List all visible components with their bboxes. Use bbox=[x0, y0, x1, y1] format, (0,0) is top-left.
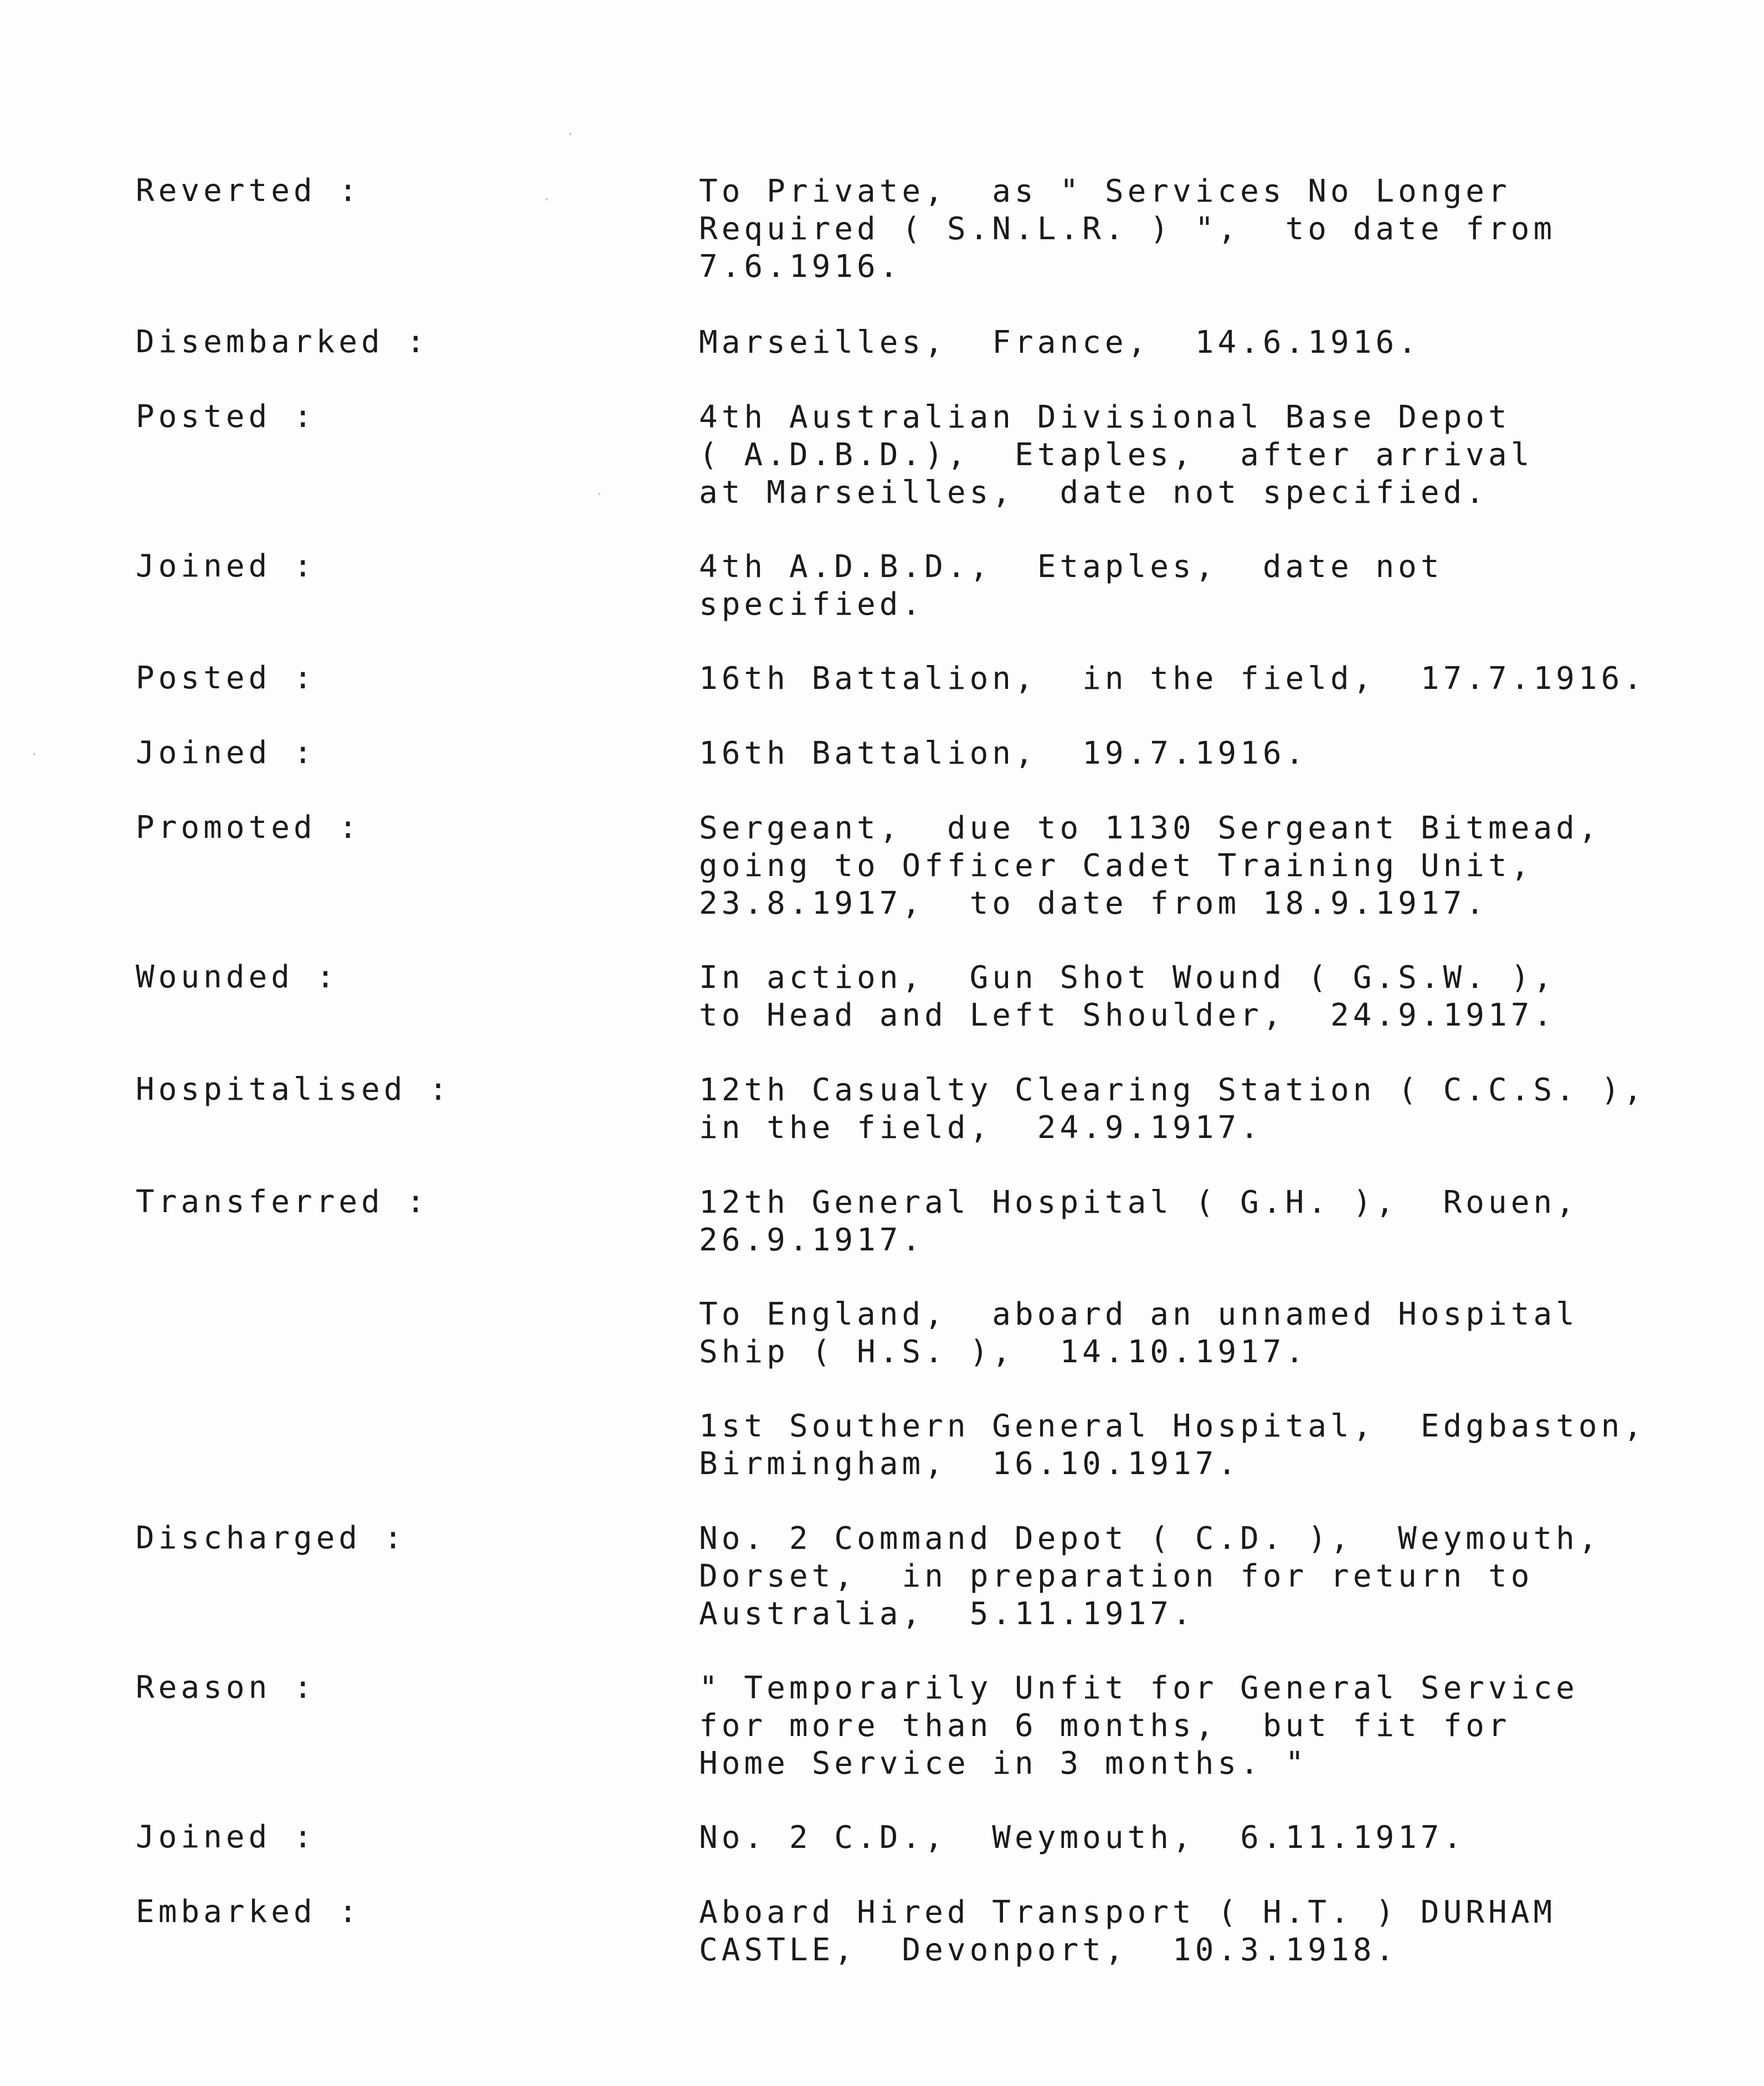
entry-value bbox=[699, 1670, 1740, 1783]
entry-line: No. 2 C.D., Weymouth, 6.11.1917. bbox=[699, 1820, 1466, 1856]
entry-line: Australia, 5.11.1917. bbox=[699, 1596, 1195, 1632]
entry-label: Transferred : bbox=[136, 1184, 429, 1220]
entry-label: Discharged : bbox=[136, 1520, 407, 1556]
entry-label: Posted : bbox=[136, 399, 316, 435]
entry-line: Dorset, in preparation for return to bbox=[699, 1558, 1534, 1594]
entry-line: Ship ( H.S. ), 14.10.1917. bbox=[699, 1334, 1308, 1370]
entry-line: Sergeant, due to 1130 Sergeant Bitmead, bbox=[699, 810, 1601, 846]
entry-value bbox=[699, 1408, 1740, 1483]
entry-value bbox=[699, 959, 1740, 1034]
entry-line: Home Service in 3 months. " bbox=[699, 1745, 1308, 1781]
entry-line: ( A.D.B.D.), Etaples, after arrival bbox=[699, 437, 1534, 473]
entry-label: Embarked : bbox=[136, 1894, 362, 1930]
entry-value bbox=[699, 810, 1740, 923]
entry-value bbox=[699, 173, 1740, 286]
entry-line: for more than 6 months, but fit for bbox=[699, 1708, 1511, 1744]
entry-line: 23.8.1917, to date from 18.9.1917. bbox=[699, 885, 1489, 921]
entry-label: Reverted : bbox=[136, 173, 362, 209]
entry-label: Joined : bbox=[136, 735, 316, 771]
scan-speck bbox=[33, 753, 35, 755]
entry-value bbox=[699, 399, 1740, 512]
entry-label: Disembarked : bbox=[136, 324, 429, 360]
entry-value bbox=[699, 1894, 1740, 1969]
entry-value bbox=[699, 1296, 1740, 1371]
entry-line: Birmingham, 16.10.1917. bbox=[699, 1446, 1241, 1482]
entry-value bbox=[699, 1184, 1740, 1259]
entry-line: Aboard Hired Transport ( H.T. ) DURHAM bbox=[699, 1894, 1556, 1930]
entry-line: in the field, 24.9.1917. bbox=[699, 1110, 1263, 1146]
entry-line: 1st Southern General Hospital, Edgbaston, bbox=[699, 1408, 1647, 1444]
entry-value bbox=[699, 1819, 1740, 1857]
entry-label: Promoted : bbox=[136, 810, 362, 846]
entry-line: In action, Gun Shot Wound ( G.S.W. ), bbox=[699, 960, 1556, 996]
entry-value bbox=[699, 324, 1740, 362]
entry-line: at Marseilles, date not specified. bbox=[699, 475, 1489, 511]
entry-line: specified. bbox=[699, 586, 925, 622]
scan-speck bbox=[546, 198, 548, 200]
entry-value bbox=[699, 1072, 1740, 1147]
entry-line: 16th Battalion, 19.7.1916. bbox=[699, 735, 1308, 771]
entry-label: Wounded : bbox=[136, 959, 339, 995]
entry-line: To Private, as " Services No Longer bbox=[699, 173, 1511, 209]
entry-line: 4th A.D.B.D., Etaples, date not bbox=[699, 549, 1443, 585]
entry-value bbox=[699, 660, 1740, 698]
entry-label: Joined : bbox=[136, 1819, 316, 1855]
entry-line: " Temporarily Unfit for General Service bbox=[699, 1670, 1578, 1706]
entry-line: CASTLE, Devonport, 10.3.1918. bbox=[699, 1932, 1398, 1968]
scan-speck bbox=[569, 133, 572, 135]
entry-line: 12th General Hospital ( G.H. ), Rouen, bbox=[699, 1184, 1578, 1220]
entry-value bbox=[699, 548, 1740, 624]
entry-line: No. 2 Command Depot ( C.D. ), Weymouth, bbox=[699, 1521, 1601, 1557]
scan-speck bbox=[598, 493, 600, 495]
entry-label: Reason : bbox=[136, 1670, 316, 1706]
entry-line: Required ( S.N.L.R. ) ", to date from bbox=[699, 211, 1556, 247]
entry-line: 7.6.1916. bbox=[699, 249, 902, 285]
entry-line: to Head and Left Shoulder, 24.9.1917. bbox=[699, 997, 1556, 1033]
entry-line: 12th Casualty Clearing Station ( C.C.S. ), bbox=[699, 1072, 1647, 1108]
entry-line: Marseilles, France, 14.6.1916. bbox=[699, 325, 1421, 360]
entry-value bbox=[699, 735, 1740, 772]
entry-line: 4th Australian Divisional Base Depot bbox=[699, 399, 1511, 435]
entry-label: Hospitalised : bbox=[136, 1072, 452, 1108]
entry-label: Joined : bbox=[136, 548, 316, 584]
entry-label: Posted : bbox=[136, 660, 316, 696]
entry-line: To England, aboard an unnamed Hospital bbox=[699, 1296, 1578, 1332]
entry-line: 16th Battalion, in the field, 17.7.1916. bbox=[699, 661, 1647, 697]
entry-value bbox=[699, 1520, 1740, 1633]
entry-line: 26.9.1917. bbox=[699, 1222, 925, 1258]
entry-line: going to Officer Cadet Training Unit, bbox=[699, 848, 1534, 884]
